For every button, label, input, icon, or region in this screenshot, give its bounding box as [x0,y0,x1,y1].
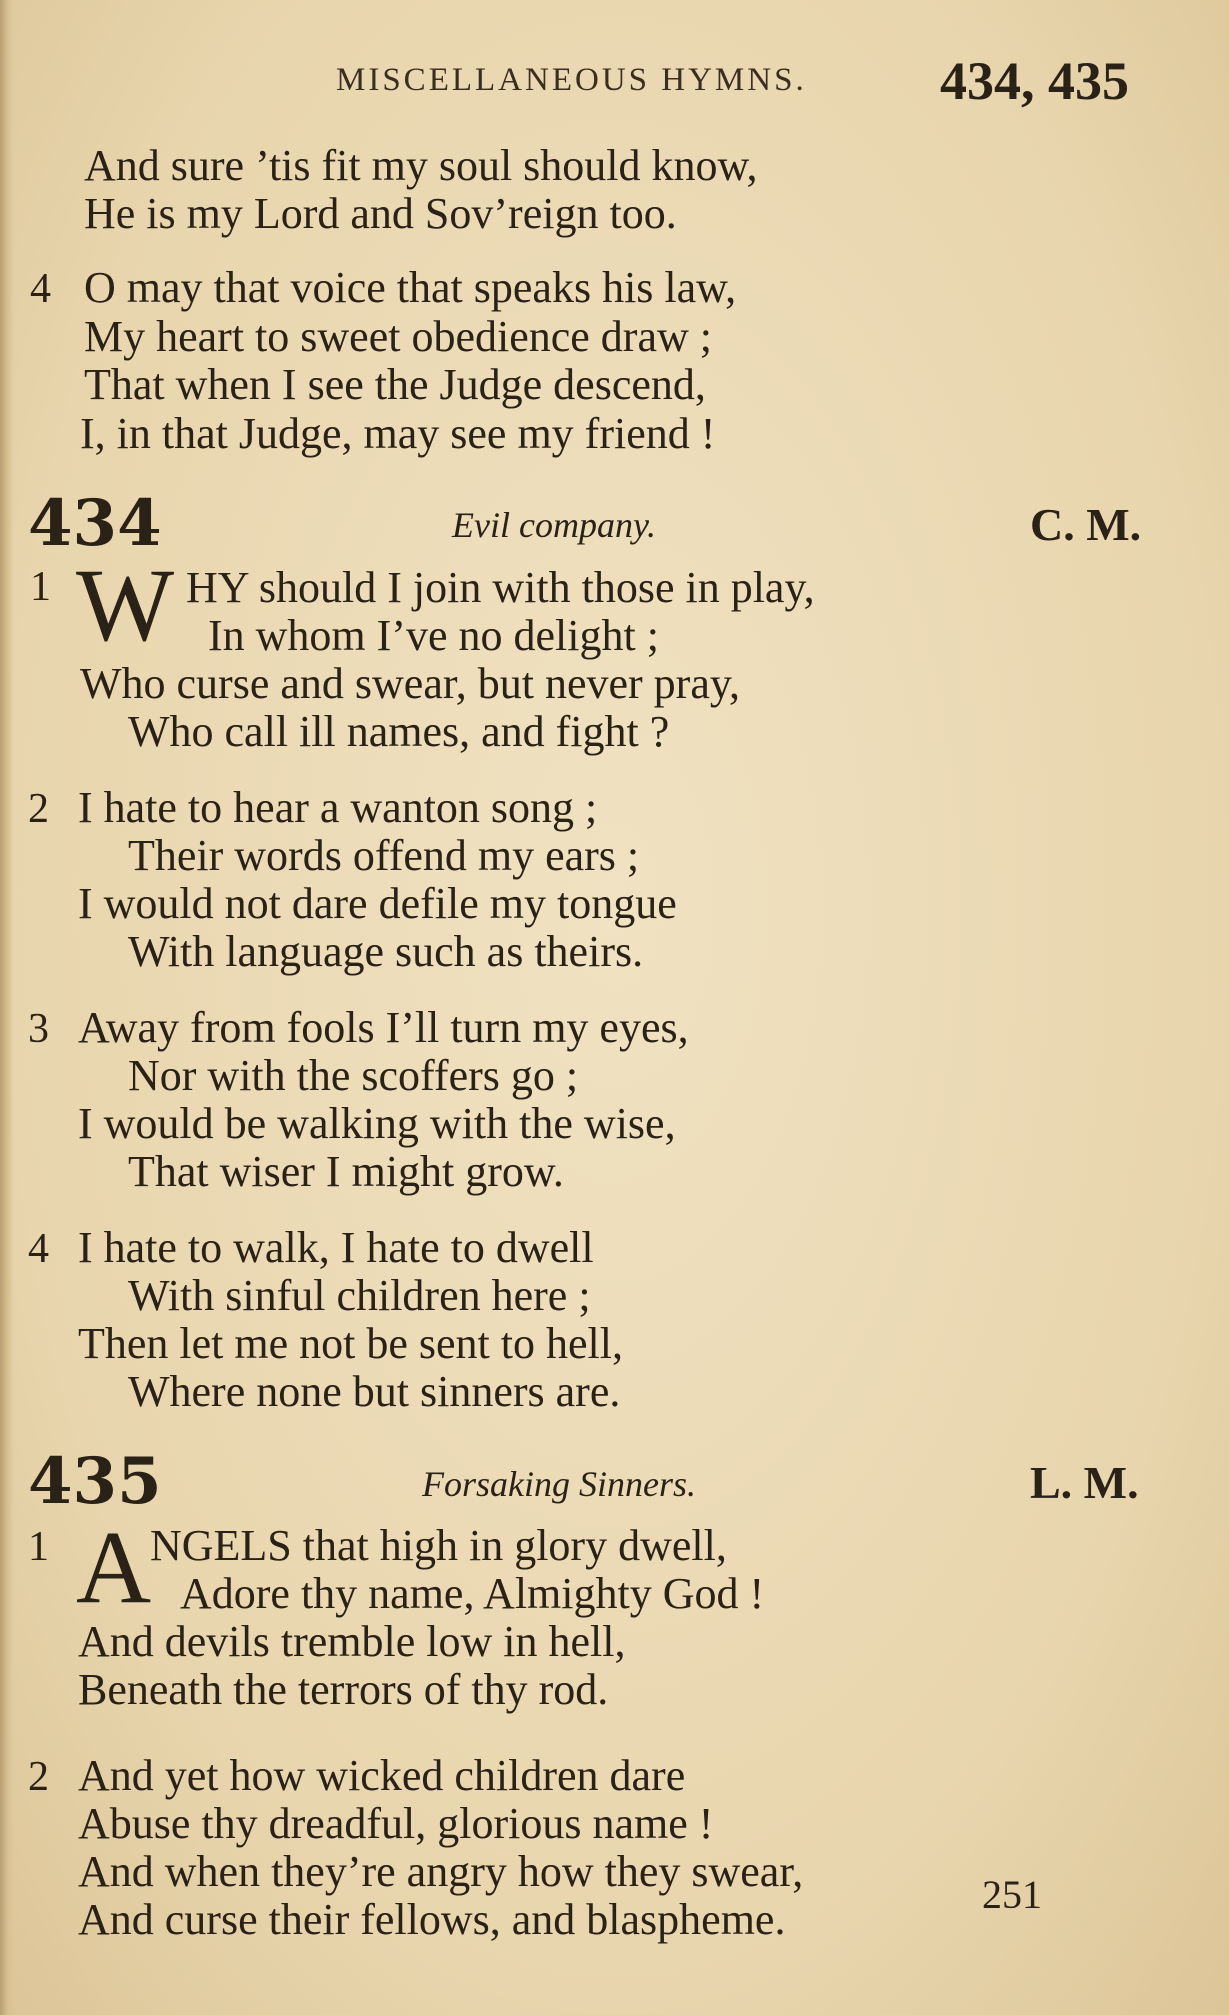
stanza-line: I hate to walk, I hate to dwell [78,1223,594,1272]
stanza-line: That when I see the Judge descend, [84,360,706,409]
stanza-number: 4 [30,266,51,312]
stanza-line: I hate to hear a wanton song ; [78,783,598,832]
stanza-line: Who call ill names, and fight ? [128,707,670,756]
stanza-line: And devils tremble low in hell, [78,1617,626,1666]
stanza-line: And yet how wicked children dare [78,1751,686,1800]
stanza-line: Then let me not be sent to hell, [78,1319,623,1368]
running-title: MISCELLANEOUS HYMNS. [336,62,807,98]
stanza-line: Where none but sinners are. [128,1367,621,1416]
stanza-line: With language such as theirs. [128,927,644,976]
stanza-number: 2 [28,786,49,832]
stanza-line: I would not dare defile my tongue [78,879,677,928]
hymn-meter: L. M. [1030,1457,1139,1508]
hymn-number: 434 [28,486,162,561]
stanza-line: Abuse thy dreadful, glorious name ! [78,1799,714,1848]
stanza-line: And curse their fellows, and blaspheme. [78,1895,786,1944]
stanza-line: NGELS that high in glory dwell, [150,1521,727,1570]
stanza-number: 4 [28,1226,49,1272]
stanza-line: Nor with the scoffers go ; [128,1051,579,1100]
stanza-number: 1 [28,1524,49,1570]
stanza-line: Beneath the terrors of thy rod. [78,1665,609,1714]
stanza-line: I, in that Judge, may see my friend ! [80,409,716,458]
stanza-line: My heart to sweet obedience draw ; [84,312,712,361]
drop-cap: W [76,548,175,663]
stanza-line: Adore thy name, Almighty God ! [180,1569,765,1618]
stanza-line: HY should I join with those in play, [186,563,815,612]
stanza-line: That wiser I might grow. [128,1147,564,1196]
stanza-line: Who curse and swear, but never pray, [80,659,740,708]
continuation-line: And sure ’tis fit my soul should know, [84,141,758,190]
hymn-number: 435 [28,1444,162,1519]
stanza-line: In whom I’ve no delight ; [208,611,659,660]
stanza-line: I would be walking with the wise, [78,1099,676,1148]
stanza-line: Their words offend my ears ; [128,831,640,880]
hymn-range: 434, 435 [940,51,1129,111]
stanza-number: 3 [28,1006,49,1052]
page-number: 251 [982,1872,1042,1917]
stanza-line: And when they’re angry how they swear, [78,1847,804,1896]
continuation-line: He is my Lord and Sov’reign too. [84,189,677,238]
stanza-line: With sinful children here ; [128,1271,591,1320]
hymn-title: Forsaking Sinners. [422,1464,696,1504]
stanza-line: Away from fools I’ll turn my eyes, [78,1003,689,1052]
hymn-title: Evil company. [452,505,656,545]
stanza-number: 1 [30,564,51,610]
stanza-number: 2 [28,1754,49,1800]
hymn-meter: C. M. [1030,499,1142,550]
stanza-line: O may that voice that speaks his law, [84,263,737,312]
drop-cap: A [76,1510,152,1625]
page-binding-edge [0,0,14,2015]
